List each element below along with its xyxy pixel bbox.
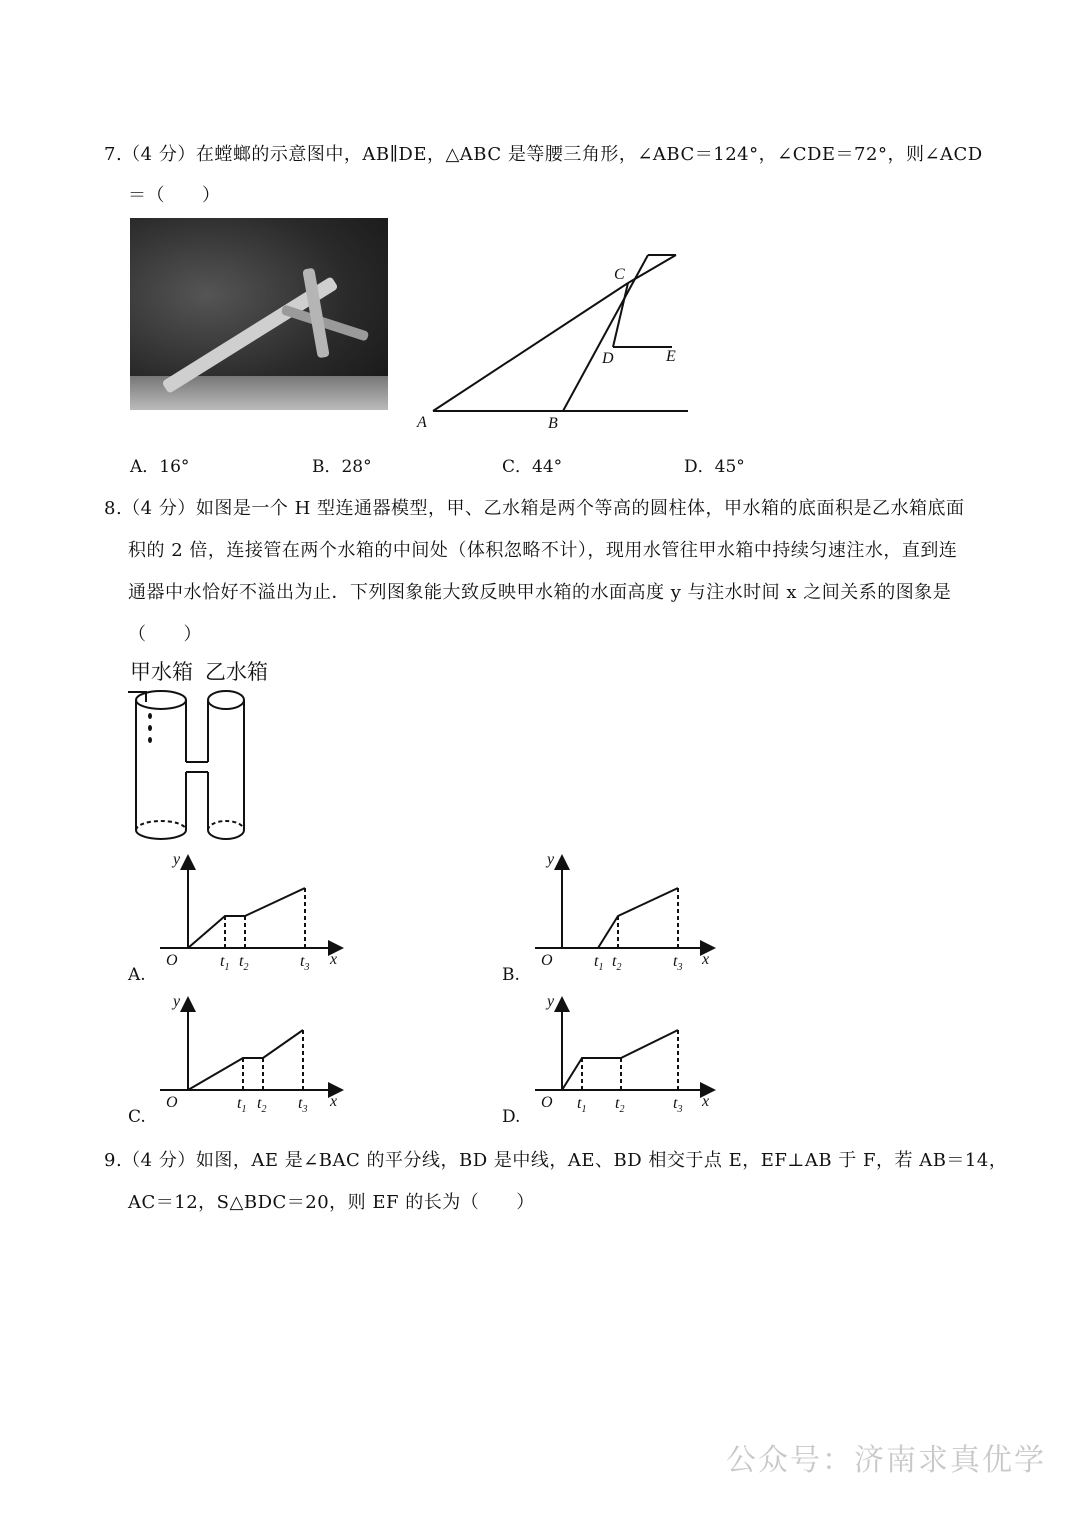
q8-choice-b[interactable]: B. xyxy=(502,965,520,985)
graph-d-y-label: y xyxy=(547,993,555,1010)
q9-stem-line1: 9.（4 分）如图，AE 是∠BAC 的平分线，BD 是中线，AE、BD 相交于点 E，EF⊥AB 于 F，若 AB＝14， xyxy=(104,1150,1008,1171)
q8-stem-line2: 积的 2 倍，连接管在两个水箱的中间处（体积忽略不计），现用水管往甲水箱中持续匀速注水，直到连 xyxy=(128,540,958,561)
q8-stem-line4: （ ） xyxy=(128,624,202,645)
label-e: E xyxy=(666,348,676,365)
label-b: B xyxy=(548,415,558,432)
q7-stem-line1: 7.（4 分）在螳螂的示意图中，AB∥DE，△ABC 是等腰三角形，∠ABC＝124°，∠CDE＝72°，则∠ACD xyxy=(104,144,983,165)
q8-stem-line3: 通器中水恰好不溢出为止．下列图象能大致反映甲水箱的水面高度 y 与注水时间 x 之间关系的图象是 xyxy=(128,582,952,603)
q8-stem-line1: 8.（4 分）如图是一个 H 型连通器模型，甲、乙水箱是两个等高的圆柱体，甲水箱的底面积是乙水箱底面 xyxy=(104,498,965,519)
label-a: A xyxy=(417,414,427,431)
graph-a-t3: $t_3$ xyxy=(300,953,310,974)
graph-c-t1: $t_1$ xyxy=(237,1095,247,1116)
tank-label-yi: 乙水箱 xyxy=(205,660,268,684)
graph-d-t3: $t_3$ xyxy=(673,1095,683,1116)
graph-c xyxy=(160,1000,340,1090)
q7-stem-line2: ＝（ ） xyxy=(128,185,221,206)
graph-b xyxy=(535,858,712,948)
q9-stem-line2: AC＝12，S△BDC＝20，则 EF 的长为（ ） xyxy=(128,1192,535,1213)
graph-c-t3: $t_3$ xyxy=(298,1095,308,1116)
q8-choice-a[interactable]: A. xyxy=(128,965,146,985)
graph-d-x-label: x xyxy=(702,1093,710,1110)
label-c: C xyxy=(614,266,625,283)
graph-c-t2: $t_2$ xyxy=(257,1095,267,1116)
graph-d-t2: $t_2$ xyxy=(615,1095,625,1116)
graph-d xyxy=(535,1000,712,1090)
graph-a-x-label: x xyxy=(330,951,338,968)
q7-choice-c[interactable]: C．44° xyxy=(502,457,563,477)
graph-a-origin: O xyxy=(166,952,178,969)
q7-choice-b[interactable]: B．28° xyxy=(312,457,372,477)
graph-b-origin: O xyxy=(541,952,553,969)
graph-b-t1: $t_1$ xyxy=(594,953,604,974)
graph-b-t3: $t_3$ xyxy=(673,953,683,974)
q8-choice-c[interactable]: C. xyxy=(128,1107,146,1127)
q7-choice-d[interactable]: D．45° xyxy=(684,457,745,477)
graph-c-y-label: y xyxy=(173,993,181,1010)
q7-choice-a[interactable]: A．16° xyxy=(130,457,190,477)
graph-a-y-label: y xyxy=(173,851,181,868)
graph-a xyxy=(160,858,340,948)
graph-a-t1: $t_1$ xyxy=(220,953,230,974)
graph-d-t1: $t_1$ xyxy=(577,1095,587,1116)
label-d: D xyxy=(602,350,614,367)
graph-c-origin: O xyxy=(166,1094,178,1111)
graph-c-x-label: x xyxy=(330,1093,338,1110)
graph-d-origin: O xyxy=(541,1094,553,1111)
graph-b-x-label: x xyxy=(702,951,710,968)
graph-b-t2: $t_2$ xyxy=(612,953,622,974)
graph-b-y-label: y xyxy=(547,851,555,868)
q8-choice-d[interactable]: D. xyxy=(502,1107,521,1127)
graph-a-t2: $t_2$ xyxy=(239,953,249,974)
watermark: 公众号：济南求真优学 xyxy=(726,1443,1046,1478)
tank-label-jia: 甲水箱 xyxy=(130,660,193,684)
